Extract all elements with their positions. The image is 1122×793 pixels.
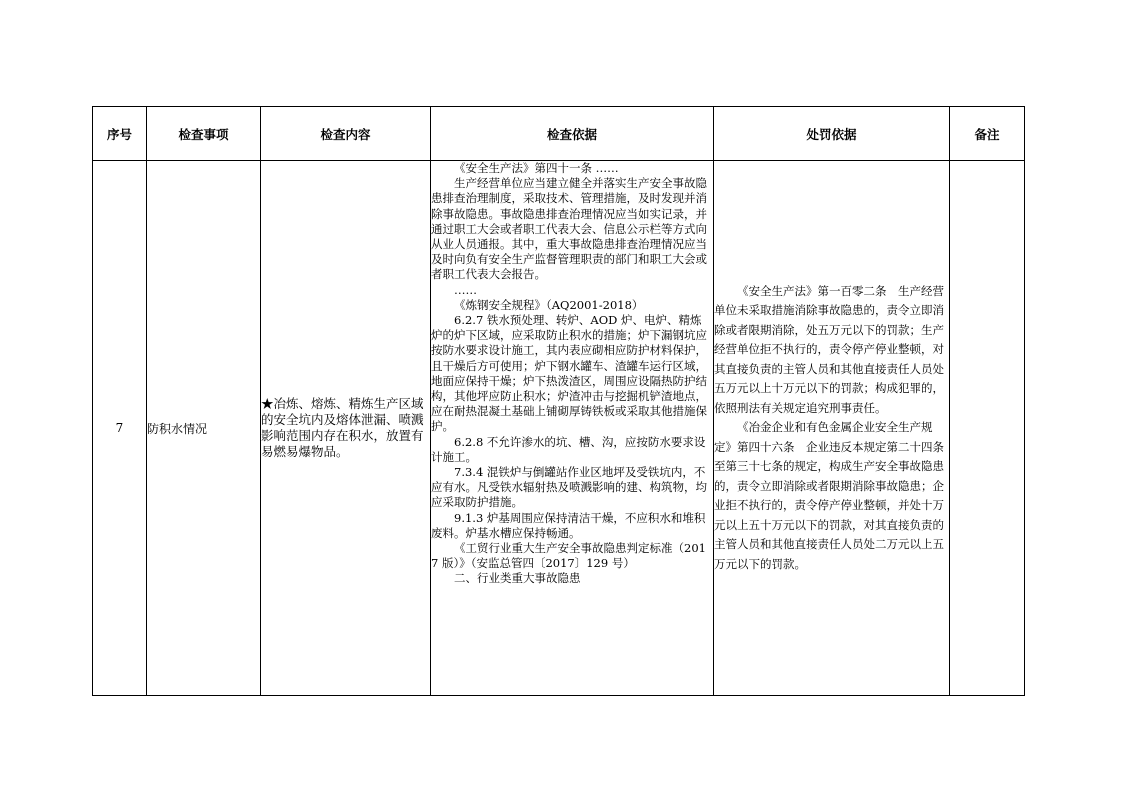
header-basis: 检查依据 [431, 107, 714, 161]
basis-regulation-title: 《炼钢安全规程》（AQ2001-2018） [454, 297, 644, 312]
row-remark [950, 161, 1025, 696]
header-penalty: 处罚依据 [714, 107, 950, 161]
row-content: ★冶炼、熔炼、精炼生产区域的安全坑内及熔体泄漏、喷溅影响范围内存在积水，放置有易燃易爆物品。 [261, 161, 431, 696]
basis-clause-9-1-3: 9.1.3 炉基周围应保持清洁干燥，不应积水和堆积废料。炉基水槽应保持畅通。 [431, 510, 706, 540]
basis-law-text: 生产经营单位应当建立健全并落实生产安全事故隐患排查治理制度，采取技术、管理措施，及时发现并消除事故隐患。事故隐患排查治理情况应当如实记录，并通过职工大会或者职工代表大会、信息公示栏等方式向从业人员通报。其中，重大事故隐患排查治理情况应当及时向负有安全生产监督管理职责的部门和职工大会或者职工代表大会报告。 [431, 176, 707, 282]
basis-law-title: 《安全生产法》第四十一条 …… [454, 161, 619, 175]
basis-clause-6-2-7: 6.2.7 铁水预处理、转炉、AOD 炉、电炉、精炼炉的炉下区域，应采取防止积水的措施；炉下漏钢坑应按防水要求设计施工，其内表应砌相应防护材料保护，且干燥后方可使用；炉下钢水罐车、渣罐车运行区域，地面应保持干燥；炉下热泼渣区，周围应设隔热防护结构，其他坪应防止积水；炉渣冲击与挖掘机铲渣地点，应在耐热混凝土基础上铺砌厚铸铁板或采取其他措施保护。 [431, 313, 707, 434]
row-index: 7 [93, 161, 147, 696]
inspection-table [92, 106, 1025, 696]
basis-clause-7-3-4: 7.3.4 混铁炉与倒罐站作业区地坪及受铁坑内，不应有水。凡受铁水辐射热及喷溅影响的建、构筑物，均应采取防护措施。 [431, 465, 707, 510]
row-penalty [714, 161, 950, 696]
basis-standard-section: 二、行业类重大事故隐患 [454, 571, 581, 586]
header-remark: 备注 [950, 107, 1025, 161]
header-item: 检查事项 [147, 107, 261, 161]
basis-clause-6-2-8: 6.2.8 不允许渗水的坑、槽、沟，应按防水要求设计施工。 [431, 434, 706, 464]
row-basis [431, 161, 714, 696]
basis-ellipsis: …… [454, 282, 477, 297]
penalty-law: 《安全生产法》第一百零二条 生产经营单位未采取措施消除事故隐患的，责令立即消除或者限期消除，处五万元以下的罚款；生产经营单位拒不执行的，责令停产停业整顿，对其直接负责的主管人员和其他直接责任人员处五万元以上十万元以下的罚款；构成犯罪的，依照刑法有关规定追究刑事责任。 [714, 283, 944, 415]
basis-standard-title: 《工贸行业重大生产安全事故隐患判定标准（2017 版）》（安监总管四〔2017〕129 号） [431, 541, 706, 571]
header-index: 序号 [93, 107, 147, 161]
header-content: 检查内容 [261, 107, 431, 161]
penalty-regulation: 《冶金企业和有色金属企业安全生产规定》第四十六条 企业违反本规定第二十四条至第三十七条的规定，构成生产安全事故隐患的，责令立即消除或者限期消除事故隐患；企业拒不执行的，责令停产停业整顿，并处十万元以上五十万元以下的罚款，对其直接负责的主管人员和其他直接责任人员处二万元以上五万元以下的罚款。 [714, 420, 944, 571]
row-item: 防积水情况 [147, 161, 261, 696]
table-row [93, 161, 1025, 696]
header-row [93, 107, 1025, 161]
